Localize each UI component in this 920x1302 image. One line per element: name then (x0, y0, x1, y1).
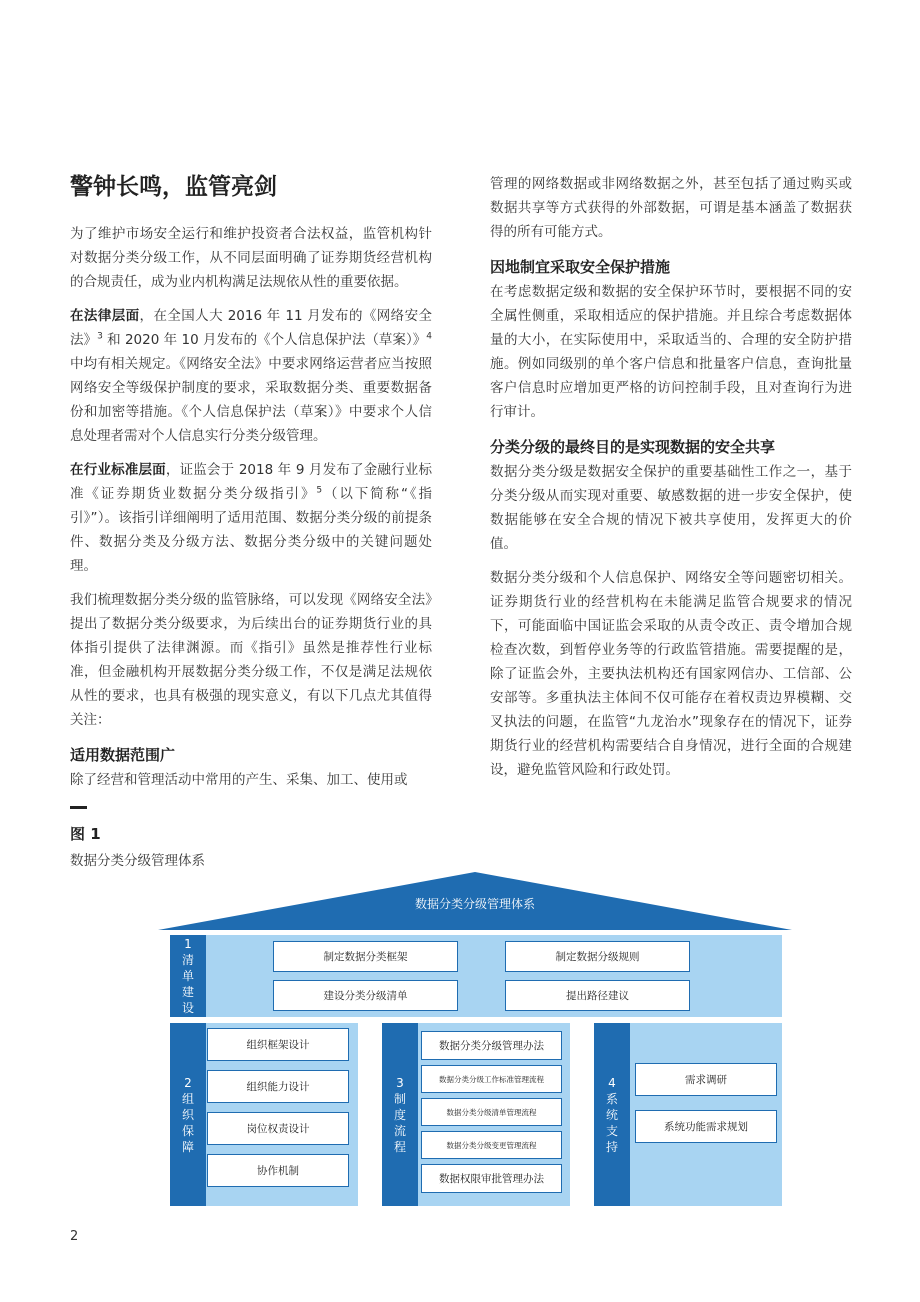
section-title: 警钟长鸣，监管亮剑 (70, 174, 277, 200)
figure-label: 图 1 (70, 825, 101, 843)
s3-box-change-process: 数据分类分级变更管理流程 (421, 1131, 562, 1159)
s2-box-org-framework: 组织框架设计 (207, 1028, 349, 1061)
law-level-lead: 在法律层面 (70, 308, 140, 324)
s4-box-requirement-research: 需求调研 (635, 1063, 777, 1096)
section2-label: 2组织保障 (170, 1023, 206, 1206)
roof-title: 数据分类分级管理体系 (414, 897, 535, 911)
figure-caption: 数据分类分级管理体系 (70, 853, 205, 869)
footnote-ref: 5 (316, 485, 323, 496)
section3-label: 3制度流程 (382, 1023, 418, 1206)
s2-box-org-capability: 组织能力设计 (207, 1070, 349, 1103)
data-scope-continued: 管理的网络数据或非网络数据之外，甚至包括了通过购买或数据共享等方式获得的外部数据，可谓是基本涵盖了数据获得的所有可能方式。 (490, 176, 852, 240)
subheading-protection-measures: 因地制宜采取安全保护措施 (490, 258, 671, 276)
s1-box-inventory: 建设分类分级清单 (273, 980, 458, 1011)
left-column (70, 170, 432, 802)
page-number: 2 (70, 1229, 79, 1244)
industry-standard-lead: 在行业标准层面 (70, 462, 166, 478)
figure-divider (70, 806, 87, 809)
s3-box-permission-approval: 数据权限审批管理办法 (421, 1164, 562, 1193)
subheading-data-sharing: 分类分级的最终目的是实现数据的安全共享 (490, 438, 776, 456)
s2-box-role-design: 岗位权责设计 (207, 1112, 349, 1145)
data-scope-paragraph: 除了经营和管理活动中常用的产生、采集、加工、使用或 (70, 772, 408, 788)
protection-paragraph: 在考虑数据定级和数据的安全保护环节时，要根据不同的安全属性侧重，采取相适应的保护措施。并且综合考虑数据体量的大小，在实际使用中，采取适当的、合理的安全防护措施。例如同级别的单个客户信息和批量客户信息，查询批量客户信息时应增加更严格的访问控制手段，且对查询行为进行审计。 (490, 284, 852, 420)
s3-box-work-standard-process: 数据分类分级工作标准管理流程 (421, 1065, 562, 1093)
intro-paragraph: 为了维护市场安全运行和维护投资者合法权益，监管机构针对数据分类分级工作，从不同层面明确了证券期货经营机构的合规责任，成为业内机构满足法规依从性的重要依据。 (70, 226, 432, 290)
s3-box-inventory-process: 数据分类分级清单管理流程 (421, 1098, 562, 1126)
s4-box-system-requirement-planning: 系统功能需求规划 (635, 1110, 777, 1143)
sharing-paragraph: 数据分类分级是数据安全保护的重要基础性工作之一，基于分类分级从而实现对重要、敏感数据的进一步安全保护，使数据能够在安全合规的情况下被共享使用，发挥更大的价值。 (490, 464, 852, 552)
s3-box-management-method: 数据分类分级管理办法 (421, 1031, 562, 1060)
section4-label: 4系统支持 (594, 1023, 630, 1206)
s1-box-path-suggestion: 提出路径建议 (505, 980, 690, 1011)
s1-box-grading-rules: 制定数据分级规则 (505, 941, 690, 972)
s2-box-collaboration: 协作机制 (207, 1154, 349, 1187)
compliance-paragraph: 数据分类分级和个人信息保护、网络安全等问题密切相关。证券期货行业的经营机构在未能满足监管合规要求的情况下，可能面临中国证监会采取的从责令改正、责令增加合规检查次数，到暂停业务等的行政监管措施。需要提醒的是，除了证监会外，主要执法机构还有国家网信办、工信部、公安部等。多重执法主体间不仅可能存在着权责边界模糊、交叉执法的问题，在监管“九龙治水”现象存在的情况下，证券期货行业的经营机构需要结合自身情况，进行全面的合规建设，避免监管风险和行政处罚。 (490, 570, 852, 778)
subheading-data-scope: 适用数据范围广 (70, 746, 176, 764)
footnote-ref: 4 (426, 331, 432, 342)
regulatory-context-paragraph: 我们梳理数据分类分级的监管脉络，可以发现《网络安全法》提出了数据分类分级要求，为后续出台的证券期货行业的具体指引提供了法律渊源。而《指引》虽然是推荐性行业标准，但金融机构开展数据分类分级工作，不仅是满足法规依从性的要求，也具有极强的现实意义，有以下几点尤其值得关注： (70, 592, 432, 728)
section1-band (170, 935, 782, 1017)
right-column (490, 172, 852, 792)
industry-standard-paragraph: 在行业标准层面，证监会于 2018 年 9 月发布了金融行业标准《证券期货业数据分类分级指引》$^5$（以下简称“《指引》”）。该指引详细阐明了适用范围、数据分类分级的前提条件、数据分类及分级方法、数据分类分级中的关键问题处理。 (70, 462, 432, 574)
law-level-paragraph: 在法律层面，在全国人大 2016 年 11 月发布的《网络安全法》$^3$ 和 2020 年 10 月发布的《个人信息保护法（草案）》$^4$ 中均有相关规定。《网络安全法》中要求网络运营者应当按照网络安全等级保护制度的要求，采取数据分类、重要数据备份和加密等措施。《个人信息保护法（草案）》中要求个人信息处理者需对个人信息实行分类分级管理。 (70, 308, 433, 444)
footnote-ref: 3 (97, 331, 103, 342)
s1-box-classification-framework: 制定数据分类框架 (273, 941, 458, 972)
section1-label: 1清单建设 (170, 935, 206, 1017)
